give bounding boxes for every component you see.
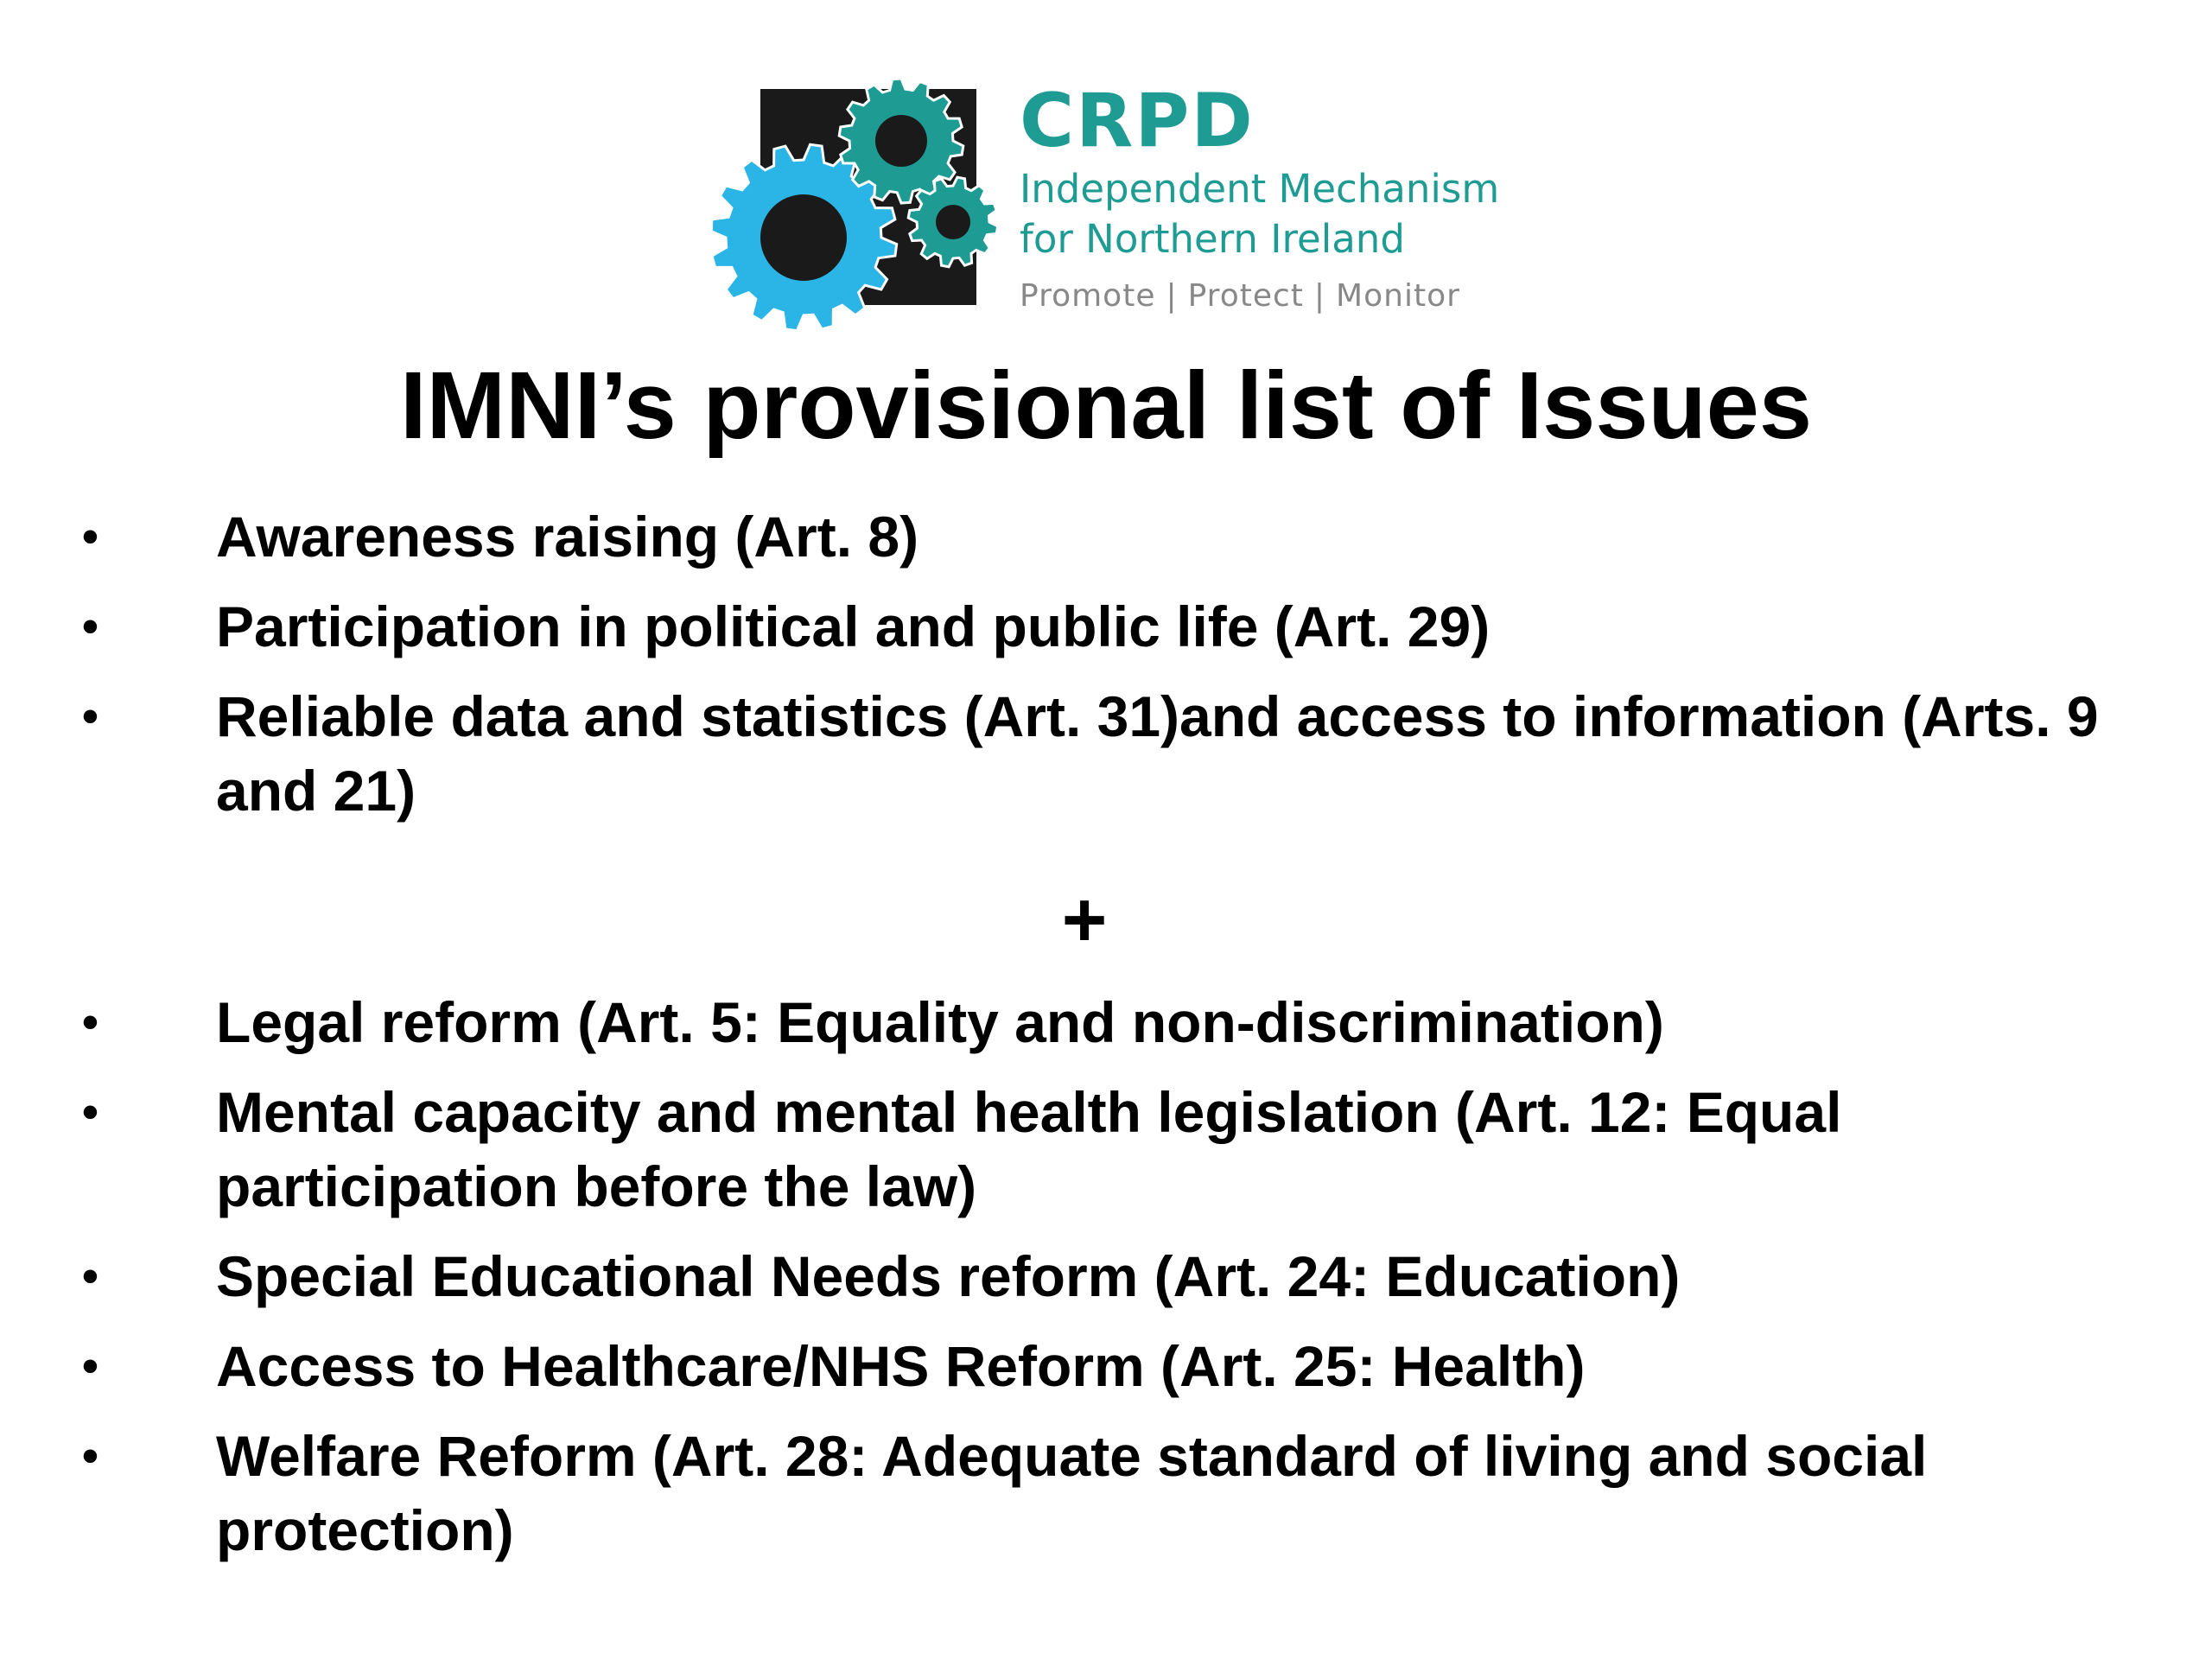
tagline-promote: Promote	[1020, 278, 1156, 314]
issue-list-secondary	[82, 985, 2139, 1583]
tagline-monitor: Monitor	[1336, 278, 1460, 314]
list-item	[82, 1419, 2139, 1567]
list-item	[82, 1239, 2139, 1313]
logo-tagline	[1020, 276, 1503, 316]
logo-text	[1020, 73, 1503, 316]
list-item-text: Participation in political and public life (Art. 29)	[216, 594, 1491, 658]
list-item-text: Awareness raising (Art. 8)	[216, 505, 919, 569]
list-item	[82, 499, 2139, 574]
bullet: •	[82, 1250, 99, 1302]
list-item-text: Mental capacity and mental health legislation (Art. 12: Equal participation before the law)	[216, 1080, 1842, 1218]
bullet: •	[82, 690, 99, 742]
logo-subtitle-line-2: for Northern Ireland	[1020, 216, 1405, 262]
list-item	[82, 1075, 2139, 1224]
list-item	[82, 679, 2139, 828]
list-item-text: Special Educational Needs reform (Art. 24: Education)	[216, 1244, 1681, 1308]
page-title: IMNI’s provisional list of Issues	[399, 353, 1813, 459]
list-item	[82, 985, 2139, 1059]
crpd-logo	[713, 73, 1500, 333]
tagline-protect: Protect	[1187, 278, 1304, 314]
list-item-text: Reliable data and statistics (Art. 31)and access to information (Arts. 9 and 21)	[216, 684, 2099, 823]
tagline-separator: |	[1313, 278, 1326, 314]
logo-title: CRPD	[1020, 78, 1255, 164]
list-item-text: Legal reform (Art. 5: Equality and non-discrimination)	[216, 990, 1664, 1054]
bullet: •	[82, 1086, 99, 1138]
bullet: •	[82, 1430, 99, 1482]
bullet: •	[82, 1340, 99, 1392]
list-item	[82, 589, 2139, 664]
gears-logo-icon	[713, 73, 1011, 333]
logo-subtitle-line-1: Independent Mechanism	[1020, 166, 1500, 212]
plus-separator: +	[1061, 877, 1108, 963]
list-item-text: Welfare Reform (Art. 28: Adequate standard of living and social protection)	[216, 1424, 1928, 1562]
tagline-separator: |	[1166, 278, 1178, 314]
bullet: •	[82, 601, 99, 652]
bullet: •	[82, 996, 99, 1048]
issue-list-primary	[82, 499, 2139, 843]
bullet: •	[82, 511, 99, 563]
list-item-text: Access to Healthcare/NHS Reform (Art. 25: Health)	[216, 1334, 1586, 1398]
list-item	[82, 1329, 2139, 1403]
